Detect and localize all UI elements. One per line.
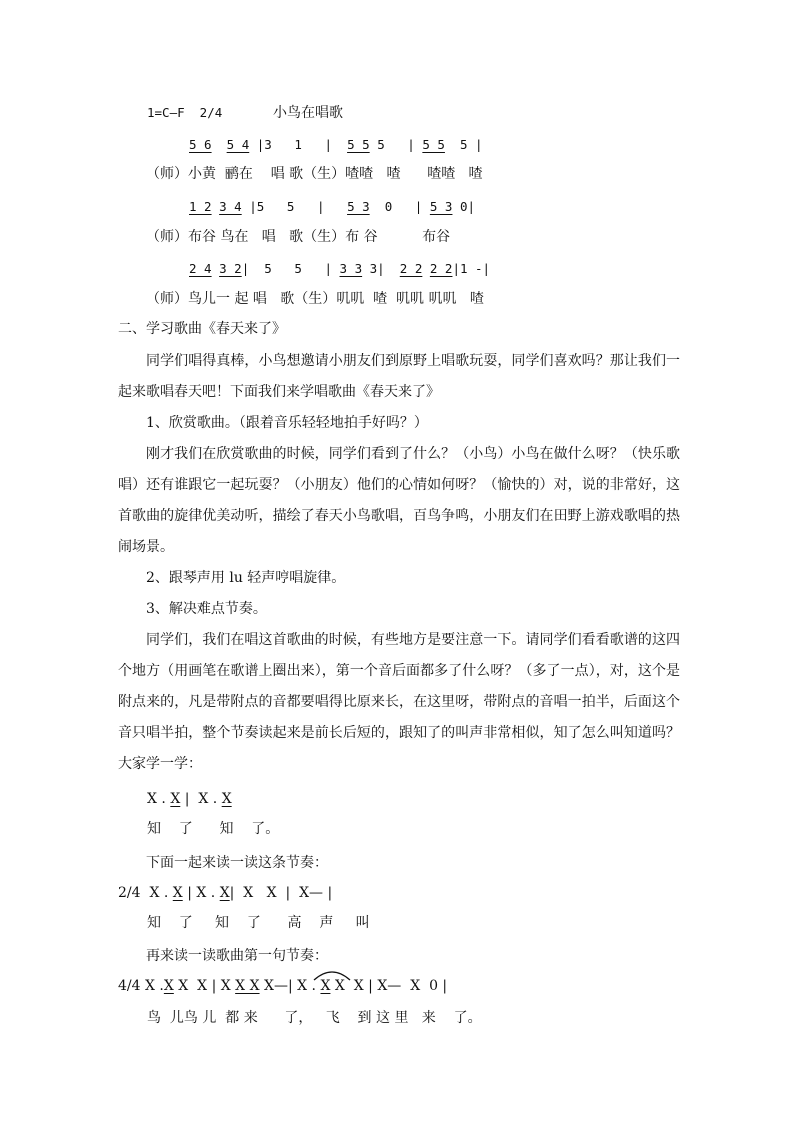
rhythm-1-lyrics: 知 了 知 了。 — [147, 821, 280, 837]
paragraph-rhythm-explain: 同学们，我们在唱这首歌曲的时候，有些地方是要注意一下。请同学们看看歌谱的这四个地方（用画笔在歌谱上圈出来），第一个音后面都多了什么呀？（多了一点），对，这个是附点来的，凡是带附点的音都要唱得比原来长，在这里呀，带附点的音唱一拍半，后面这个音只唱半拍，整个节奏读起来是前长后短的，跟知了的叫声非常相似，知了怎么叫知道吗？大家学一学： — [118, 632, 680, 772]
step-1: 1、欣赏歌曲。（跟着音乐轻轻地拍手好吗？） — [146, 415, 428, 431]
song-key-meter: 1=C—F 2/4 — [147, 105, 223, 120]
paragraph-appreciation: 刚才我们在欣赏歌曲的时候，同学们看到了什么？（小鸟）小鸟在做什么呀？（快乐歌唱）还有谁跟它一起玩耍？（小朋友）他们的心情如何呀？（愉快的）对，说的非常好，这首歌曲的旋律优美动听，描绘了春天小鸟歌唱，百鸟争鸣，小朋友们在田野上游戏歌唱的热闹场景。 — [118, 446, 680, 555]
instruction-read-first-line: 再来读一读歌曲第一句节奏： — [146, 948, 328, 964]
lyrics-row-2: （师）布谷 鸟在 唱 歌（生）布 谷 布谷 — [146, 229, 451, 245]
lyrics-row-3: （师）鸟儿一 起 唱 歌（生）叽叽 喳 叽叽 叽叽 喳 — [146, 291, 484, 307]
instruction-read-rhythm: 下面一起来读一读这条节奏： — [146, 855, 328, 871]
song-title: 小鸟在唱歌 — [273, 105, 343, 121]
lyrics-row-1: （师）小黄 鹂在 唱 歌（生）喳喳 喳 喳喳 喳 — [146, 166, 483, 182]
rhythm-2-lyrics: 知 了 知 了 高 声 叫 — [147, 915, 370, 931]
section-title: 二、学习歌曲《春天来了》 — [118, 321, 286, 337]
rhythm-3-lyrics: 鸟 儿鸟 儿 都 来 了， 飞 到 这 里 来 了。 — [147, 1010, 482, 1026]
step-3: 3、解决难点节奏。 — [146, 601, 267, 617]
step-2: 2、跟琴声用 lu 轻声哼唱旋律。 — [146, 570, 346, 586]
rhythm-3: 4/4 X .X X X | X X X X—| X . X X X | X— X 0 | — [118, 978, 448, 994]
rhythm-2: 2/4 X . X | X . X| X X | X— | — [118, 885, 333, 901]
notation-row-2: 1 2 3 4 |5 5 | 5 3 0 | 5 3 0| — [189, 199, 476, 214]
notation-row-1: 5 6 5 4 |3 1 | 5 5 5 | 5 5 5 | — [189, 137, 483, 152]
notation-row-3: 2 4 3 2| 5 5 | 3 3 3| 2 2 2 2|1 -| — [189, 261, 491, 276]
rhythm-1: X . X | X . X — [147, 791, 232, 807]
paragraph-intro: 同学们唱得真棒，小鸟想邀请小朋友们到原野上唱歌玩耍，同学们喜欢吗？那让我们一起来歌唱春天吧！下面我们来学唱歌曲《春天来了》 — [118, 353, 680, 400]
